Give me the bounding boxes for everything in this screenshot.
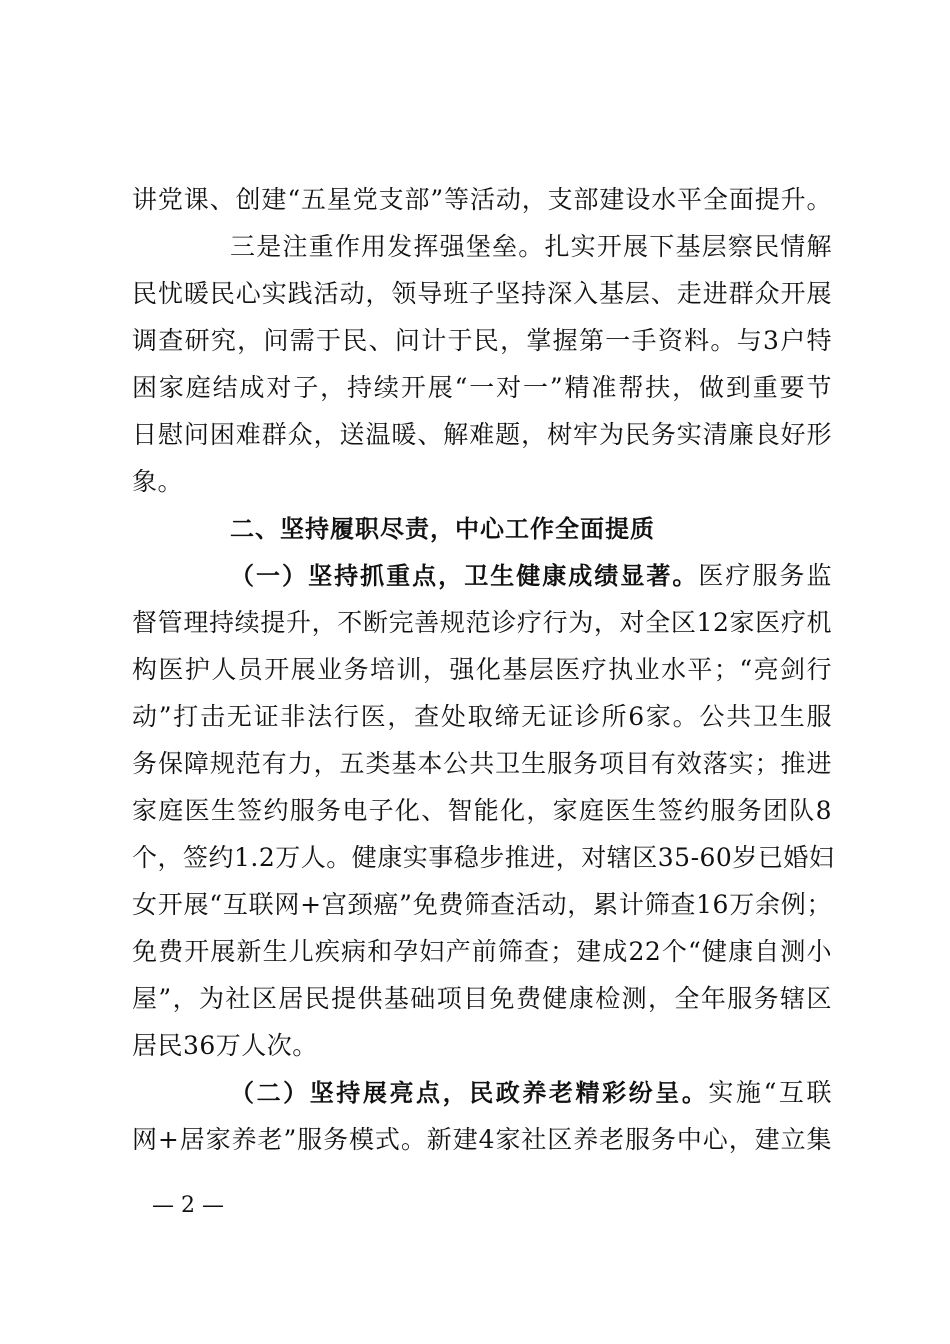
text-line: 日慰问困难群众，送温暖、解难题，树牢为民务实清廉良好形 bbox=[132, 420, 832, 449]
paragraph-first-line bbox=[230, 1069, 832, 1117]
page-number: — 2 — bbox=[152, 1193, 224, 1218]
text-line: 女开展“互联网+宫颈癌”免费筛查活动，累计筛查16万余例； bbox=[132, 890, 832, 919]
paragraph-text: 实施“互联 bbox=[708, 1078, 832, 1107]
text-line: 督管理持续提升，不断完善规范诊疗行为，对全区12家医疗机 bbox=[132, 608, 832, 637]
text-line: 个，签约1.2万人。健康实事稳步推进，对辖区35-60岁已婚妇 bbox=[132, 843, 835, 872]
text-line: 屋”，为社区居民提供基础项目免费健康检测，全年服务辖区 bbox=[132, 984, 832, 1013]
text-line: 务保障规范有力，五类基本公共卫生服务项目有效落实；推进 bbox=[132, 749, 832, 778]
text-line: 象。 bbox=[132, 467, 184, 496]
paragraph-first-line bbox=[230, 552, 832, 600]
paragraph-lead: （二）坚持展亮点，民政养老精彩纷呈。 bbox=[230, 1079, 709, 1107]
paragraph-text: 医疗服务监 bbox=[698, 561, 832, 590]
text-line: 调查研究，问需于民、问计于民，掌握第一手资料。与3户特 bbox=[132, 326, 832, 355]
paragraph-lead: （一）坚持抓重点，卫生健康成绩显著。 bbox=[230, 562, 699, 590]
text-line: 居民36万人次。 bbox=[132, 1031, 318, 1060]
text-line: 民忧暖民心实践活动，领导班子坚持深入基层、走进群众开展 bbox=[132, 279, 832, 308]
text-line: 家庭医生签约服务电子化、智能化，家庭医生签约服务团队8 bbox=[132, 796, 832, 825]
text-line: 免费开展新生儿疾病和孕妇产前筛查；建成22个“健康自测小 bbox=[132, 937, 832, 966]
text-line: 困家庭结成对子，持续开展“一对一”精准帮扶，做到重要节 bbox=[132, 373, 832, 402]
text-line: 构医护人员开展业务培训，强化基层医疗执业水平；“亮剑行 bbox=[132, 655, 832, 684]
text-line: 网+居家养老”服务模式。新建4家社区养老服务中心，建立集 bbox=[132, 1125, 832, 1154]
section-heading: 二、坚持履职尽责，中心工作全面提质 bbox=[230, 515, 655, 543]
text-line: 讲党课、创建“五星党支部”等活动，支部建设水平全面提升。 bbox=[132, 185, 832, 214]
text-line: 三是注重作用发挥强堡垒。扎实开展下基层察民情解 bbox=[230, 232, 832, 261]
text-line: 动”打击无证非法行医，查处取缔无证诊所6家。公共卫生服 bbox=[132, 702, 832, 731]
